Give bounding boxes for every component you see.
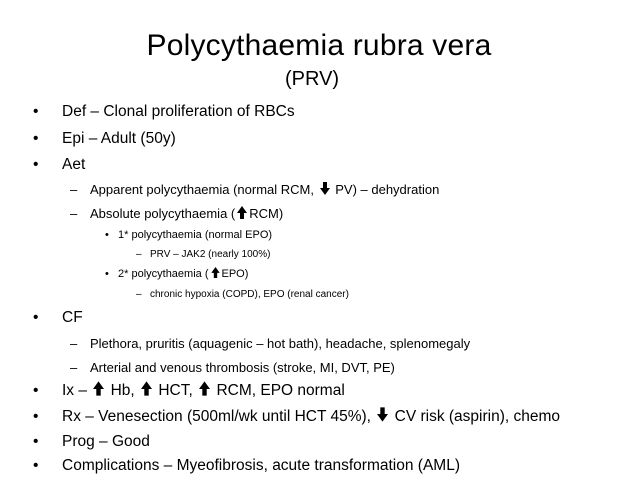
ix-text-a: Ix – <box>62 382 87 399</box>
absolute-text-a: Absolute polycythaemia ( <box>90 206 236 221</box>
list-item-secondary <box>118 267 248 281</box>
list-item-epi: Epi – Adult (50y) <box>62 130 176 147</box>
bullet-marker: • <box>33 457 39 474</box>
list-item-plethora: Plethora, pruritis (aquagenic – hot bath), headache, splenomegaly <box>90 336 471 351</box>
arrow-up-icon <box>199 381 210 396</box>
arrow-up-icon <box>141 381 152 396</box>
list-item-rx <box>62 407 560 427</box>
ix-text-d: RCM, EPO normal <box>216 382 345 399</box>
list-item-absolute <box>90 205 283 222</box>
dash-marker: – <box>136 289 142 300</box>
absolute-text-b: RCM) <box>249 206 284 221</box>
dash-marker: – <box>70 182 78 197</box>
ix-text-b: Hb, <box>110 382 135 399</box>
rx-text-b: CV risk (aspirin), chemo <box>394 408 560 425</box>
arrow-up-icon <box>93 381 104 396</box>
list-item-ix <box>62 381 345 401</box>
secondary-text-a: 2* polycythaemia ( <box>118 268 209 280</box>
slide-title: Polycythaemia rubra vera <box>146 29 492 62</box>
rx-text-a: Rx – Venesection (500ml/wk until HCT 45%), <box>62 408 371 425</box>
apparent-text-b: PV) – dehydration <box>335 182 440 197</box>
dash-marker: – <box>70 360 78 375</box>
ix-text-c: HCT, <box>158 382 193 399</box>
bullet-marker: • <box>33 382 39 399</box>
list-item-prv-jak2: PRV – JAK2 (nearly 100%) <box>150 249 271 260</box>
bullet-marker: • <box>33 309 39 326</box>
list-item-primary: 1* polycythaemia (normal EPO) <box>118 229 273 241</box>
bullet-marker: • <box>33 433 39 450</box>
list-item-complications: Complications – Myeofibrosis, acute transformation (AML) <box>62 457 460 474</box>
secondary-text-b: EPO) <box>221 268 249 280</box>
list-item-apparent <box>90 181 439 198</box>
list-item-thrombosis: Arterial and venous thrombosis (stroke, MI, DVT, PE) <box>90 360 395 375</box>
bullet-marker: • <box>105 229 109 241</box>
bullet-marker: • <box>33 156 39 173</box>
arrow-up-icon <box>237 206 247 219</box>
list-item-def: Def – Clonal proliferation of RBCs <box>62 103 295 120</box>
bullet-marker: • <box>105 268 109 280</box>
list-item-cf: CF <box>62 309 83 326</box>
dash-marker: – <box>70 206 78 221</box>
apparent-text-a: Apparent polycythaemia (normal RCM, <box>90 182 314 197</box>
arrow-down-icon <box>377 407 388 422</box>
arrow-up-icon <box>211 267 220 278</box>
list-item-aet: Aet <box>62 156 86 173</box>
slide-subtitle: (PRV) <box>285 68 340 90</box>
list-item-hypoxia: chronic hypoxia (COPD), EPO (renal cancer) <box>150 289 349 300</box>
bullet-marker: • <box>33 130 39 147</box>
dash-marker: – <box>70 336 78 351</box>
list-item-prog: Prog – Good <box>62 433 150 450</box>
arrow-down-icon <box>320 182 330 195</box>
bullet-marker: • <box>33 408 39 425</box>
dash-marker: – <box>136 249 142 260</box>
bullet-marker: • <box>33 103 39 120</box>
